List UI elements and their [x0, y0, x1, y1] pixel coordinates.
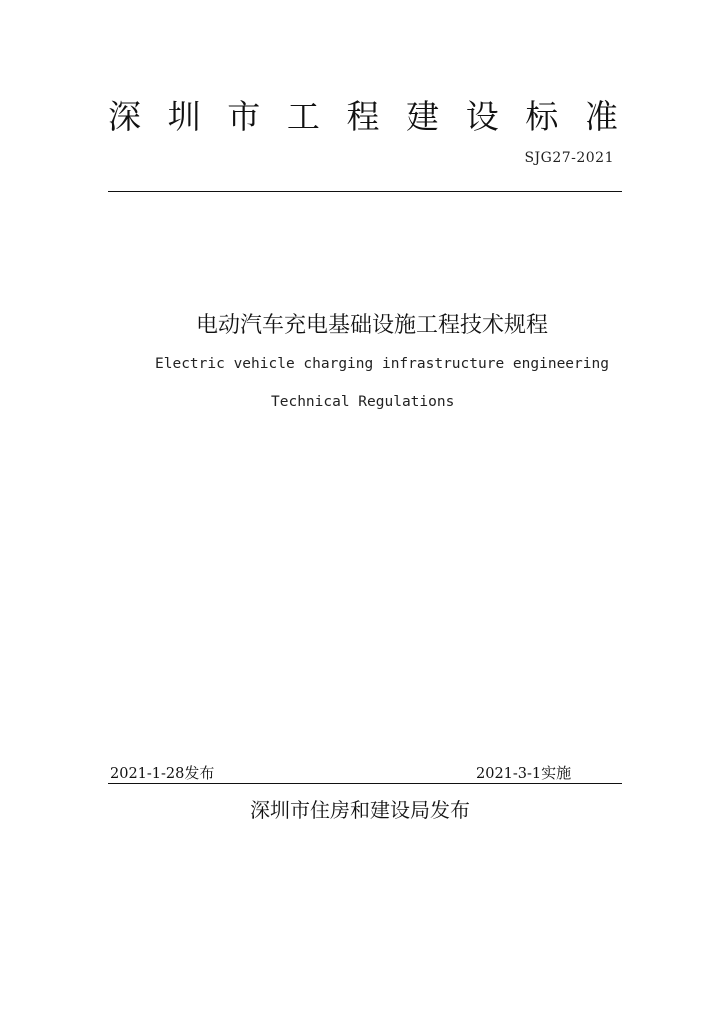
bottom-divider — [108, 783, 622, 784]
series-title-char: 程 — [346, 97, 380, 136]
document-title-en-line2: Technical Regulations — [271, 394, 455, 410]
series-title-char: 建 — [406, 97, 440, 136]
series-title-char: 市 — [227, 97, 261, 136]
document-title-zh: 电动汽车充电基础设施工程技术规程 — [195, 313, 548, 338]
series-title-char: 深 — [108, 97, 141, 136]
standard-code: SJG27-2021 — [524, 150, 614, 166]
publisher-line: 深圳市住房和建设局发布 — [250, 798, 470, 822]
series-title-char: 工 — [286, 97, 320, 136]
effective-date — [476, 762, 571, 785]
top-divider — [108, 191, 622, 192]
series-title-char: 准 — [585, 97, 618, 136]
series-title-char: 设 — [465, 97, 499, 136]
series-title-char: 标 — [525, 97, 559, 136]
series-title-char: 圳 — [167, 97, 201, 136]
effective-date-label: 实施 — [541, 764, 572, 782]
document-title-en-line1: Electric vehicle charging infrastructure engineering — [155, 356, 609, 372]
issue-date-value: 2021-1-28 — [110, 766, 185, 782]
effective-date-value: 2021-3-1 — [476, 766, 542, 782]
issue-date-label: 发布 — [184, 764, 215, 782]
series-title — [108, 92, 618, 142]
issue-date — [110, 762, 214, 785]
